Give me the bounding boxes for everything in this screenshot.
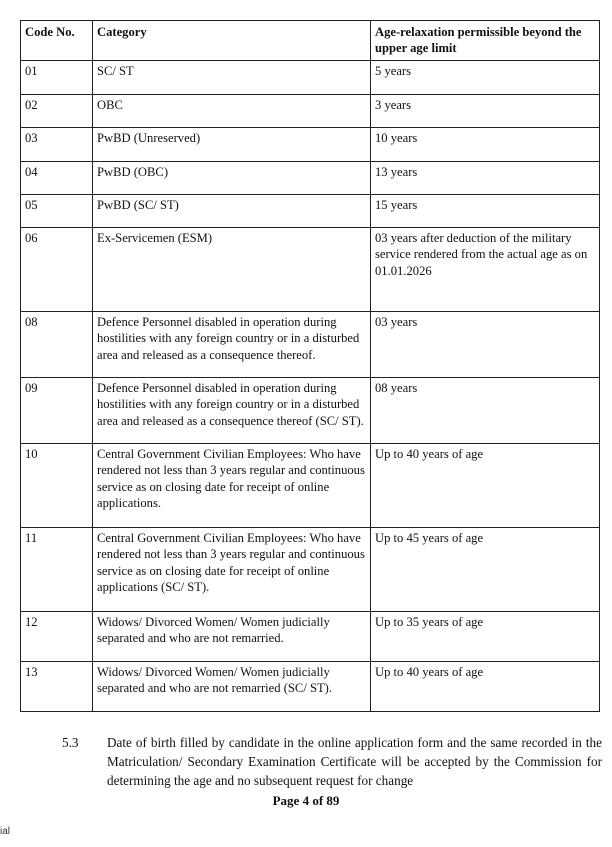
paragraph-text: Date of birth filled by candidate in the online application form and the same recorded in the Matriculation/ Secondary Examination Certificate will be accepted by the Commission for determining the age and no subsequent request for change: [107, 735, 602, 788]
table-row: [21, 311, 600, 377]
row-relaxation: Up to 35 years of age: [371, 611, 600, 661]
row-code: 11: [21, 527, 93, 611]
row-code: 04: [21, 161, 93, 194]
row-category: Ex-Servicemen (ESM): [93, 227, 371, 311]
row-code: 08: [21, 311, 93, 377]
row-category: Defence Personnel disabled in operation during hostilities with any foreign country or in a disturbed area and released as a consequence thereof.: [93, 311, 371, 377]
age-relaxation-table: [20, 20, 600, 712]
header-age-relaxation: Age-relaxation permissible beyond the upper age limit: [371, 21, 600, 61]
row-category: Central Government Civilian Employees: Who have rendered not less than 3 years regular and continuous service as on closing date for receipt of online applications (SC/ ST).: [93, 527, 371, 611]
table-row: [21, 227, 600, 311]
row-category: Widows/ Divorced Women/ Women judicially separated and who are not remarried.: [93, 611, 371, 661]
row-category: Defence Personnel disabled in operation during hostilities with any foreign country or in a disturbed area and released as a consequence thereof (SC/ ST).: [93, 377, 371, 443]
row-code: 09: [21, 377, 93, 443]
table-row: [21, 611, 600, 661]
paragraph-number: 5.3: [62, 735, 79, 750]
row-relaxation: 15 years: [371, 194, 600, 227]
table-row: [21, 60, 600, 94]
row-relaxation: 5 years: [371, 60, 600, 94]
page-current: 4: [302, 793, 310, 808]
row-category: OBC: [93, 94, 371, 127]
section-paragraph: [62, 733, 602, 790]
row-category: Widows/ Divorced Women/ Women judicially separated and who are not remarried (SC/ ST).: [93, 661, 371, 711]
row-code: 01: [21, 60, 93, 94]
row-relaxation: Up to 40 years of age: [371, 661, 600, 711]
row-code: 05: [21, 194, 93, 227]
row-relaxation: 03 years after deduction of the military service rendered from the actual age as on 01.01.2026: [371, 227, 600, 311]
page-footer: [0, 793, 612, 809]
row-code: 12: [21, 611, 93, 661]
row-code: 13: [21, 661, 93, 711]
table-row: [21, 377, 600, 443]
page-total: 89: [326, 793, 340, 808]
row-relaxation: 10 years: [371, 127, 600, 161]
row-code: 06: [21, 227, 93, 311]
row-category: Central Government Civilian Employees: Who have rendered not less than 3 years regular and continuous service as on closing date for receipt of online applications.: [93, 443, 371, 527]
row-relaxation: Up to 40 years of age: [371, 443, 600, 527]
page-middle: of: [309, 793, 327, 808]
row-relaxation: 3 years: [371, 94, 600, 127]
page-prefix: Page: [272, 793, 303, 808]
corner-fragment-text: ial: [0, 826, 11, 837]
row-relaxation: Up to 45 years of age: [371, 527, 600, 611]
table-row: [21, 161, 600, 194]
table-header-row: [21, 21, 600, 61]
row-relaxation: 08 years: [371, 377, 600, 443]
row-category: SC/ ST: [93, 60, 371, 94]
header-category: Category: [93, 21, 371, 61]
row-category: PwBD (SC/ ST): [93, 194, 371, 227]
row-code: 02: [21, 94, 93, 127]
row-code: 03: [21, 127, 93, 161]
row-relaxation: 03 years: [371, 311, 600, 377]
table-row: [21, 527, 600, 611]
row-category: PwBD (OBC): [93, 161, 371, 194]
table-row: [21, 194, 600, 227]
row-category: PwBD (Unreserved): [93, 127, 371, 161]
row-relaxation: 13 years: [371, 161, 600, 194]
table-row: [21, 661, 600, 711]
row-code: 10: [21, 443, 93, 527]
table-row: [21, 443, 600, 527]
header-code-no: Code No.: [21, 21, 93, 61]
table-row: [21, 94, 600, 127]
table-row: [21, 127, 600, 161]
